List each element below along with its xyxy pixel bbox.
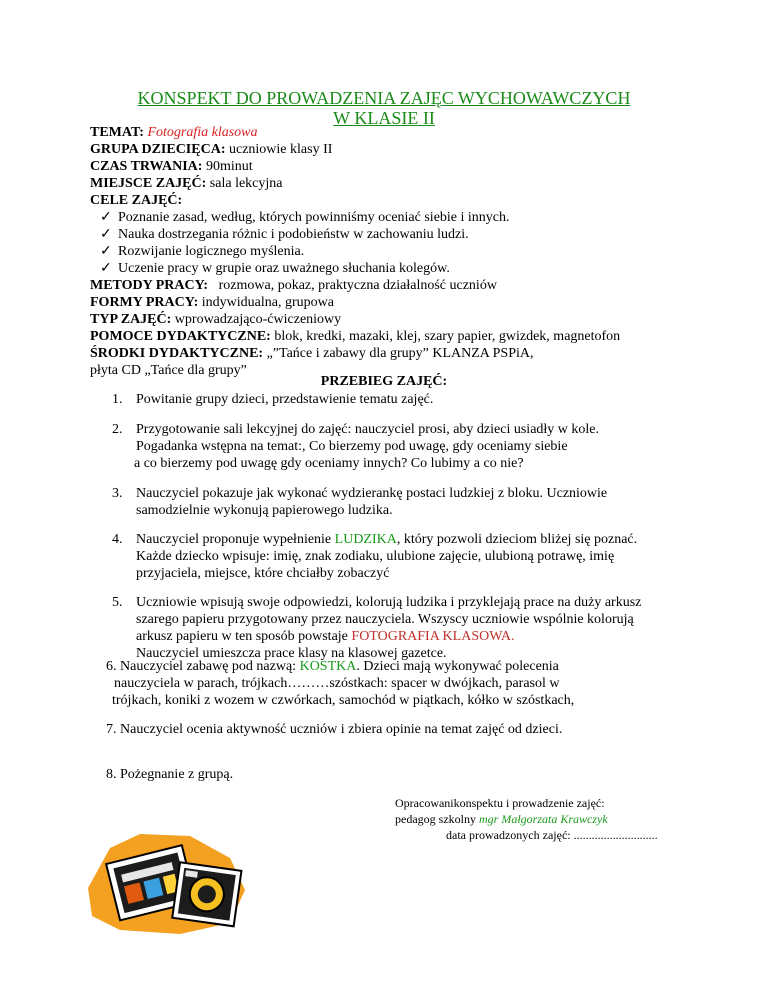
formy-value: indywidualna, grupowa: [201, 295, 334, 310]
step-text: samodzielnie wykonują papierowego ludzika.: [136, 503, 393, 518]
step-number: 4.: [112, 532, 123, 547]
step-text: nauczyciela w parach, trójkach………szóstkach: spacer w dwójkach, parasol w: [114, 676, 560, 691]
footer-line-3: data prowadzonych zajęć: ............................: [446, 828, 658, 842]
goal-text: Poznanie zasad, według, których powinniśmy oceniać siebie i innych.: [118, 210, 510, 225]
step-text: [136, 531, 712, 548]
step-text: [136, 628, 712, 645]
step-2: [112, 421, 712, 472]
check-icon: ✓: [100, 227, 112, 242]
czas-value: 90minut: [205, 159, 253, 174]
footer-line-1: Opracowanikonspektu i prowadzenie zajęć:: [395, 796, 605, 810]
step-text-part: arkusz papieru w ten sposób powstaje: [136, 629, 352, 644]
footer-line-2: [395, 811, 658, 827]
step-number: 3.: [112, 486, 123, 501]
pomoce-row: [90, 328, 730, 345]
goal-text: Uczenie pracy w grupie oraz uważnego słuchania kolegów.: [118, 261, 450, 276]
step-6: [106, 658, 712, 709]
typ-row: [90, 311, 730, 328]
metody-row: [90, 277, 730, 294]
step-text: trójkach, koniki z wozem w czwórkach, samochód w piątkach, kółko w szóstkach,: [112, 693, 575, 708]
check-icon: ✓: [100, 210, 112, 225]
cele-label: CELE ZAJĘĆ:: [90, 193, 183, 208]
author-name: mgr Małgorzata Krawczyk: [478, 812, 608, 826]
pomoce-value: blok, kredki, mazaki, klej, szary papier, gwizdek, magnetofon: [274, 329, 621, 344]
cele-row: [90, 192, 730, 209]
grupa-value: uczniowie klasy II: [228, 142, 333, 157]
step-number: 5.: [112, 595, 123, 610]
step-text: szarego papieru przygotowany przez nauczyciela. Wszyscy uczniowie wspólnie kolorują: [136, 612, 634, 627]
przebieg-title: PRZEBIEG ZAJĘĆ:: [320, 374, 448, 389]
step-7: [106, 721, 712, 738]
step-5: [112, 594, 712, 662]
goals-list: [90, 209, 730, 277]
srodki-label: ŚRODKI DYDAKTYCZNE:: [90, 346, 264, 361]
miejsce-value: sala lekcyjna: [209, 176, 283, 191]
step-text: Powitanie grupy dzieci, przedstawienie tematu zajęć.: [136, 392, 434, 407]
kostka-highlight: KOSTKA: [299, 659, 357, 674]
goal-text: Rozwijanie logicznego myślenia.: [118, 244, 305, 259]
step-text-part: , który pozwoli dzieciom bliżej się poznać.: [396, 532, 638, 547]
typ-label: TYP ZAJĘĆ:: [90, 312, 172, 327]
typ-value: wprowadzająco-ćwiczeniowy: [174, 312, 342, 327]
goal-item: [90, 243, 730, 260]
step-text-part: . Dzieci mają wykonywać polecenia: [356, 659, 559, 674]
temat-colon: :: [139, 125, 144, 140]
check-icon: ✓: [100, 244, 112, 259]
document-title: [0, 88, 768, 128]
miejsce-row: [90, 175, 730, 192]
step-text: 8. Pożegnanie z grupą.: [106, 767, 234, 782]
goal-text: Nauka dostrzegania różnic i podobieństw w zachowaniu ludzi.: [118, 227, 469, 242]
step-text-part: 6. Nauczyciel zabawę pod nazwą:: [106, 659, 300, 674]
formy-row: [90, 294, 730, 311]
step-1: [112, 391, 712, 408]
temat-row: [90, 124, 730, 141]
step-text: przyjaciela, miejsce, które chciałby zobaczyć: [136, 566, 390, 581]
title-line-1: KONSPEKT DO PROWADZENIA ZAJĘC WYCHOWAWCZYCH: [137, 88, 631, 108]
goal-item: [90, 260, 730, 277]
fotografia-highlight: FOTOGRAFIA KLASOWA.: [351, 629, 515, 644]
step-text-part: Nauczyciel proponuje wypełnienie: [136, 532, 335, 547]
step-text: Uczniowie wpisują swoje odpowiedzi, kolorują ludzika i przyklejają prace na duży arkusz: [136, 595, 642, 610]
step-4: [112, 531, 712, 582]
step-number: 1.: [112, 392, 123, 407]
metody-label: METODY PRACY:: [90, 278, 209, 293]
metody-value: rozmowa, pokaz, praktyczna działalność uczniów: [218, 278, 497, 293]
title-line-2: W KLASIE II: [333, 108, 435, 128]
step-text: Nauczyciel pokazuje jak wykonać wydzierankę postaci ludzkiej z bloku. Uczniowie: [136, 486, 608, 501]
author-footer: [395, 795, 658, 843]
czas-row: [90, 158, 730, 175]
step-text: Pogadanka wstępna na temat:, Co bierzemy pod uwagę, gdy oceniamy siebie: [136, 439, 568, 454]
miejsce-label: MIEJSCE ZAJĘĆ:: [90, 176, 207, 191]
photographs-icon: [80, 828, 250, 938]
srodki-row: [90, 345, 730, 362]
step-8: [106, 766, 712, 783]
czas-label: CZAS TRWANIA:: [90, 159, 203, 174]
step-3: [112, 485, 712, 519]
srodki-value-2: płyta CD „Tańce dla grupy”: [90, 363, 247, 378]
pomoce-label: POMOCE DYDAKTYCZNE:: [90, 329, 271, 344]
check-icon: ✓: [100, 261, 112, 276]
lesson-header: [90, 124, 730, 379]
footer-role: pedagog szkolny: [395, 812, 479, 826]
srodki-value: „”Tańce i zabawy dla grupy” KLANZA PSPiA,: [266, 346, 534, 361]
step-text: Przygotowanie sali lekcyjnej do zajęć: nauczyciel prosi, aby dzieci usiadły w kole.: [136, 422, 600, 437]
step-text: Każde dziecko wpisuje: imię, znak zodiaku, ulubione zajęcie, ulubioną potrawę, imię: [136, 549, 615, 564]
grupa-label: GRUPA DZIECIĘCA:: [90, 142, 226, 157]
temat-value: Fotografia klasowa: [147, 125, 258, 140]
goal-item: [90, 209, 730, 226]
formy-label: FORMY PRACY:: [90, 295, 199, 310]
step-number: 2.: [112, 422, 123, 437]
temat-label: TEMAT: [90, 125, 140, 140]
ludzik-highlight: LUDZIKA: [334, 532, 397, 547]
step-text: 7. Nauczyciel ocenia aktywność uczniów i zbiera opinie na temat zajęć od dzieci.: [106, 722, 563, 737]
grupa-row: [90, 141, 730, 158]
step-text: a co bierzemy pod uwagę gdy oceniamy innych? Co lubimy a co nie?: [134, 456, 524, 471]
goal-item: [90, 226, 730, 243]
step-text: [106, 658, 712, 675]
photographs-clipart: [80, 828, 250, 938]
step-text: Nauczyciel umieszcza prace klasy na klasowej gazetce.: [136, 646, 447, 661]
